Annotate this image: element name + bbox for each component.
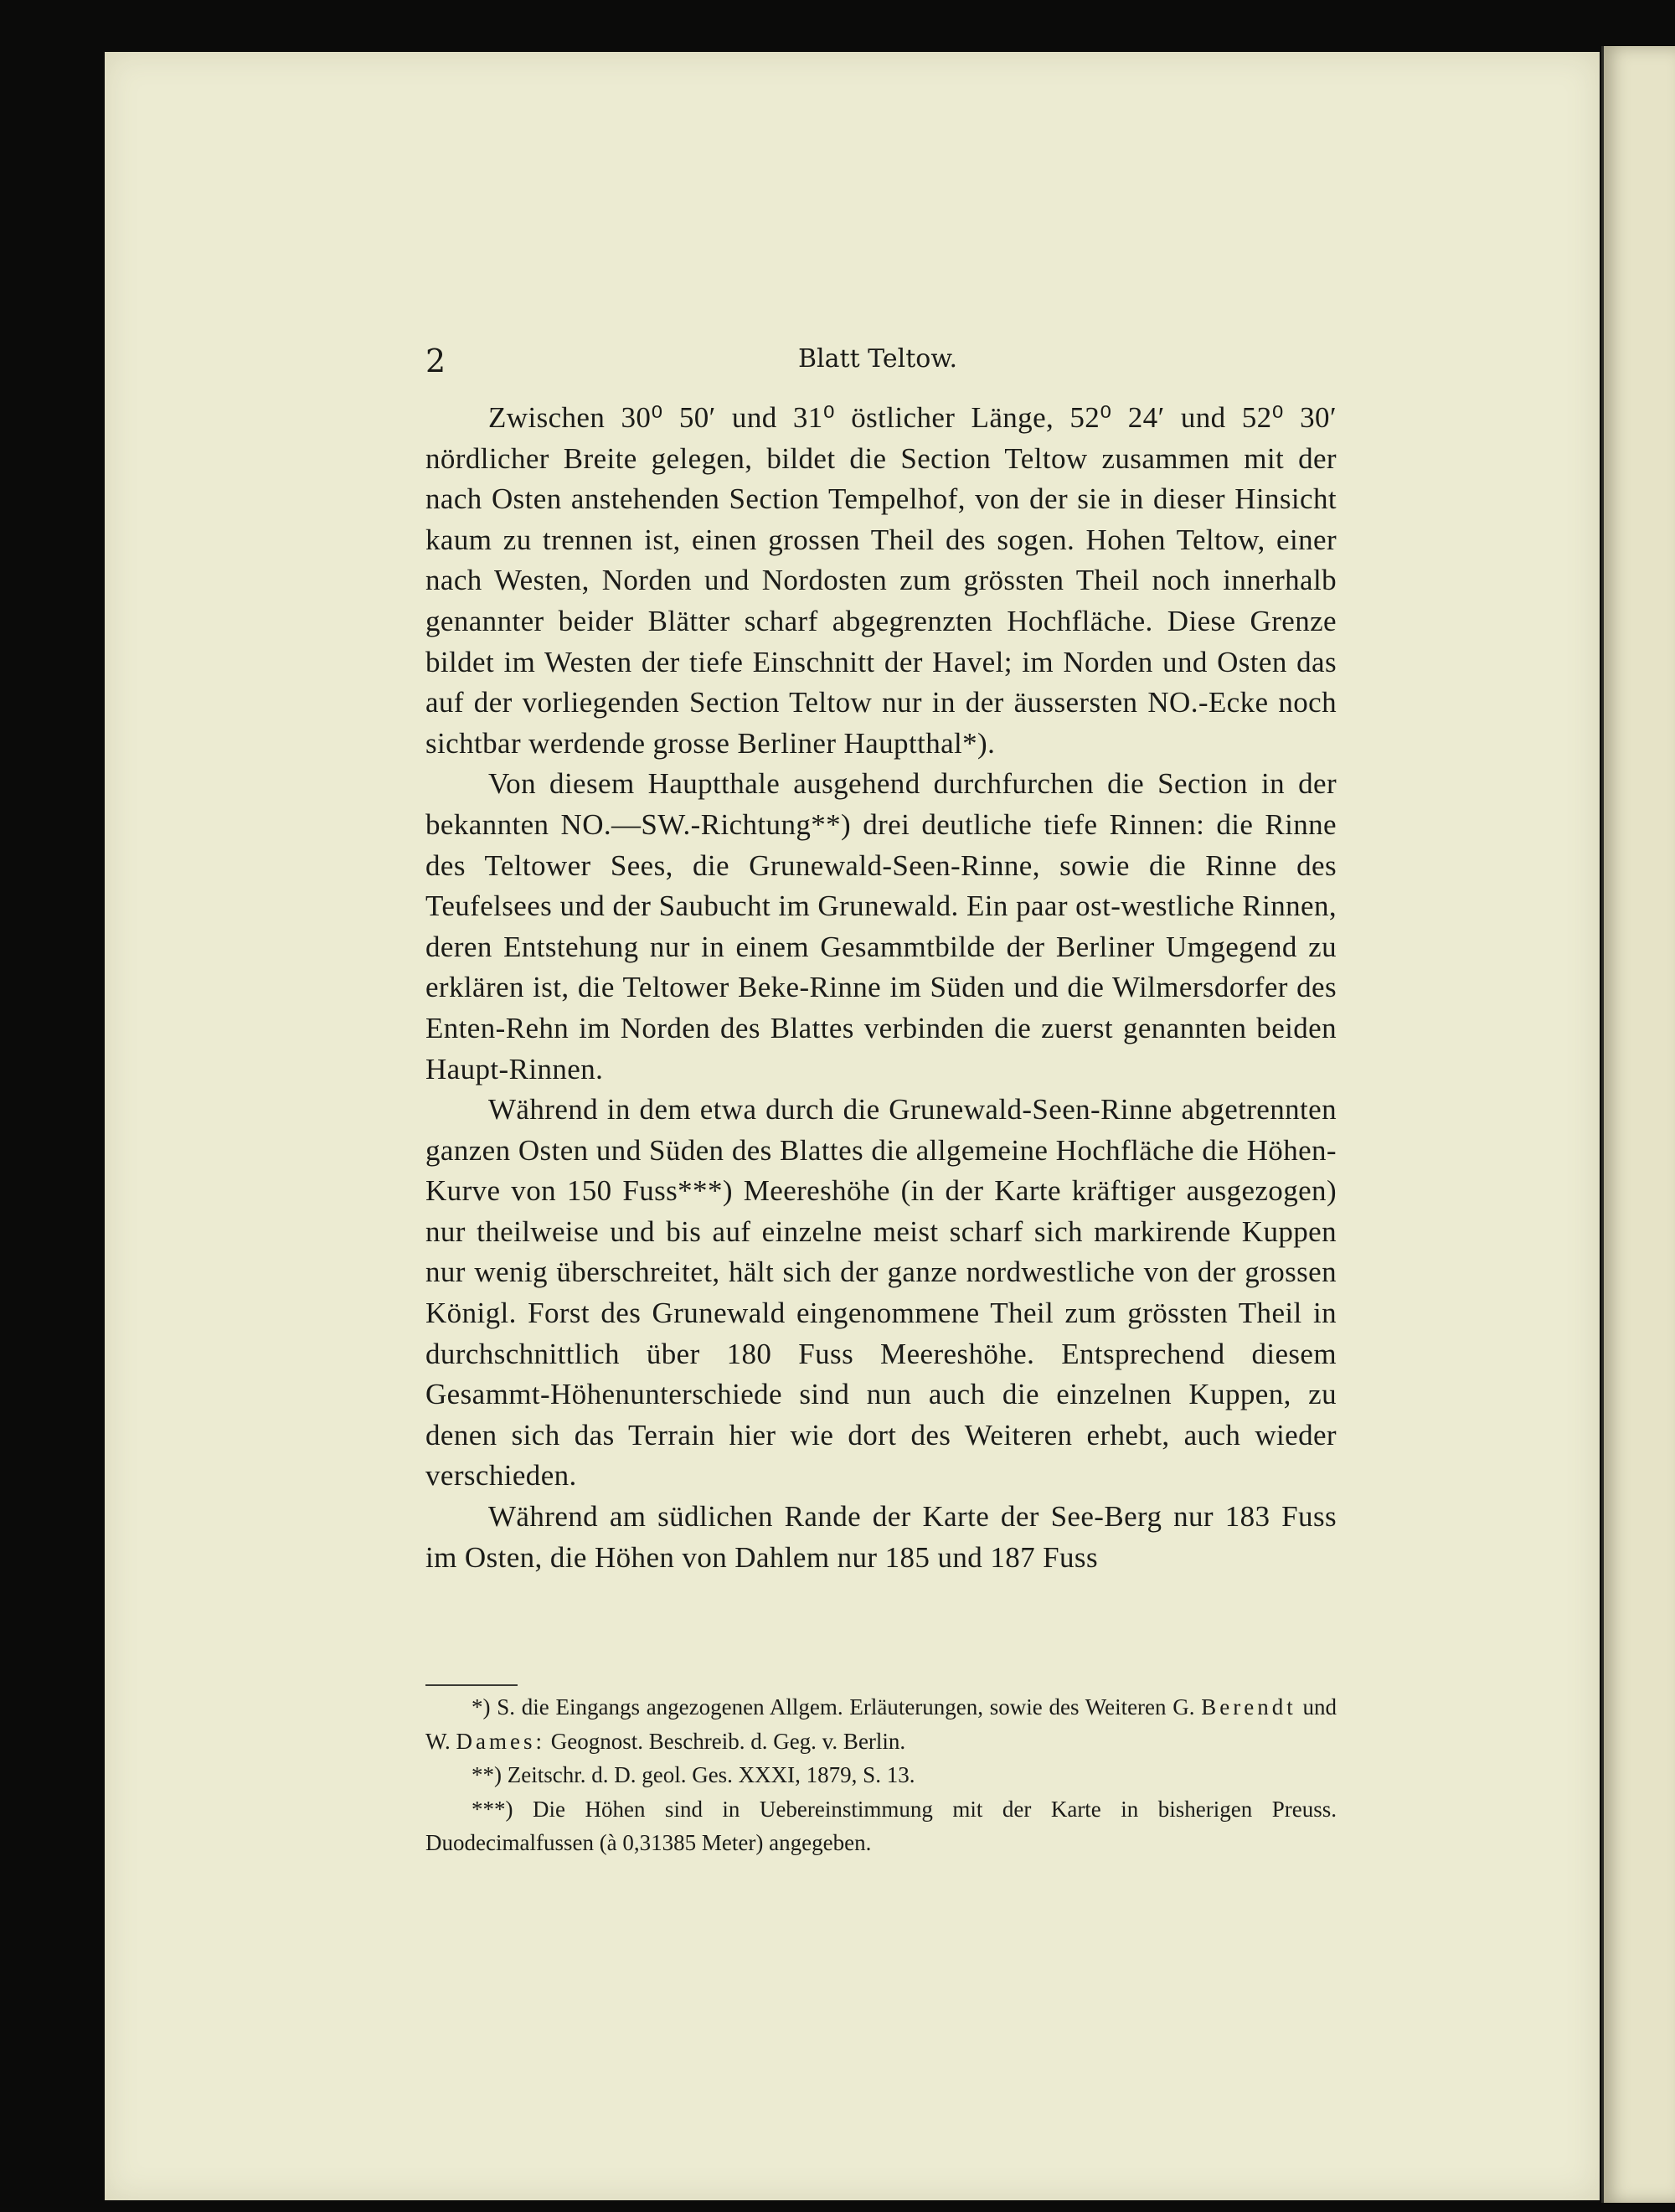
paragraph-2: Von diesem Hauptthale ausgehend durchfurchen die Section in der bekannten NO.—SW.-Richtung**) drei deutliche tiefe Rinnen: die Rinne des Teltower Sees, die Grunewald-Seen-Rinne, sowie die Rinne des Teufelsees und der Saubucht im Grunewald. Ein paar ost-westliche Rinnen, deren Entstehung nur in einem Gesammtbilde der Berliner Umgegend zu erklären ist, die Teltower Beke-Rinne im Süden und die Wilmersdorfer des Enten-Rehn im Norden des Blattes verbinden die zuerst genannten beiden Haupt-Rinnen.: [425, 767, 1337, 1085]
body-text: [425, 398, 1337, 1578]
paragraph-3: Während in dem etwa durch die Grunewald-Seen-Rinne abgetrennten ganzen Osten und Süden des Blattes die allgemeine Hochfläche die Höhen-Kurve von 150 Fuss***) Meereshöhe (in der Karte kräftiger ausgezogen) nur theilweise und bis auf einzelne meist scharf sich markirende Kuppen nur wenig überschreitet, hält sich der ganze nordwestliche von der grossen Königl. Forst des Grunewald eingenommene Theil zum grössten Theil in durchschnittlich über 180 Fuss Meereshöhe. Entsprechend diesem Gesammt-Höhenunterschiede sind nun auch die einzelnen Kuppen, zu denen sich das Terrain hier wie dort des Weiteren erhebt, auch wieder verschieden.: [425, 1093, 1337, 1493]
footnote-1-text: *) S. die Eingangs angezogenen Allgem. Erläuterungen, sowie des Weiteren G.: [472, 1694, 1195, 1720]
footnote-separator: [425, 1684, 518, 1686]
footnote-3: ***) Die Höhen sind in Uebereinstimmung mit der Karte in bisherigen Preuss. Duodecimalfussen (à 0,31385 Meter) angegeben.: [425, 1796, 1337, 1855]
adjacent-page-edge: [1601, 46, 1675, 2203]
footnote-1-author-dames: Dames:: [456, 1728, 545, 1754]
footnotes: [425, 1690, 1337, 1860]
footnote-1-author-berendt: Berendt: [1201, 1694, 1296, 1720]
page-header: [425, 339, 1330, 389]
footnote-1-tail: Geognost. Beschreib. d. Geg. v. Berlin.: [550, 1728, 906, 1754]
running-title: Blatt Teltow.: [798, 344, 957, 374]
paragraph-1: Zwischen 30⁰ 50′ und 31⁰ östlicher Länge, 52⁰ 24′ und 52⁰ 30′ nördlicher Breite gelegen, bildet die Section Teltow zusammen mit der nach Osten anstehenden Section Tempelhof, von der sie in dieser Hinsicht kaum zu trennen ist, einen grossen Theil des sogen. Hohen Teltow, einer nach Westen, Norden und Nordosten zum grössten Theil noch innerhalb genannter beider Blätter scharf abgegrenzten Hochfläche. Diese Grenze bildet im Westen der tiefe Einschnitt der Havel; im Norden und Osten das auf der vorliegenden Section Teltow nur in der äussersten NO.-Ecke noch sichtbar werdende grosse Berliner Hauptthal*).: [425, 401, 1337, 760]
page-number: 2: [425, 343, 446, 379]
footnote-1-mid: und W.: [425, 1694, 1337, 1754]
footnote-2: **) Zeitschr. d. D. geol. Ges. XXXI, 1879, S. 13.: [472, 1762, 915, 1787]
footnote-1: [425, 1690, 1337, 1758]
paragraph-4: Während am südlichen Rande der Karte der See-Berg nur 183 Fuss im Osten, die Höhen von Dahlem nur 185 und 187 Fuss: [425, 1500, 1337, 1574]
